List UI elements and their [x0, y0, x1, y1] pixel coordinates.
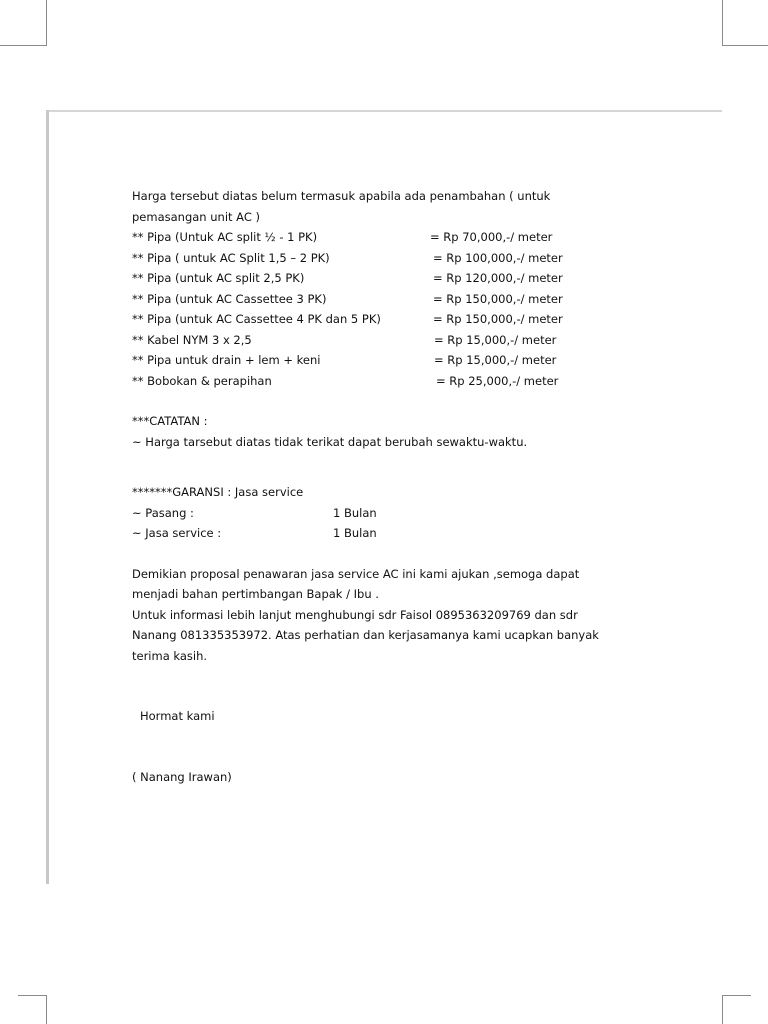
garansi-label: ~ Jasa service :: [132, 526, 222, 540]
price-row: [132, 289, 632, 310]
price-item: ** Pipa untuk drain + lem + keni: [132, 353, 321, 367]
page-top-edge: [48, 110, 722, 112]
price-row: [132, 371, 632, 392]
price-row: [132, 248, 632, 269]
price-row: [132, 268, 632, 289]
price-item: ** Pipa (untuk AC Cassettee 4 PK dan 5 PK): [132, 312, 381, 326]
price-item: ** Kabel NYM 3 x 2,5: [132, 332, 252, 347]
price-item: ** Pipa (untuk AC Cassettee 3 PK): [132, 291, 327, 306]
price-value: = Rp 150,000,-/ meter: [433, 312, 563, 326]
garansi-value: 1 Bulan: [333, 526, 377, 540]
price-item: ** Pipa (untuk AC split 2,5 PK): [132, 271, 305, 285]
intro-line: pemasangan unit AC ): [132, 209, 261, 224]
price-value: = Rp 25,000,-/ meter: [436, 373, 559, 388]
garansi-label: ~ Pasang :: [132, 505, 194, 520]
price-value: = Rp 100,000,-/ meter: [433, 250, 563, 265]
catatan-title: ***CATATAN :: [132, 414, 208, 428]
price-row: [132, 350, 632, 371]
price-item: ** Bobokan & perapihan: [132, 373, 272, 388]
garansi-row: [132, 523, 632, 544]
closing-line: terima kasih.: [132, 648, 208, 663]
garansi-row: [132, 503, 632, 524]
closing-line: Nanang 081335353972. Atas perhatian dan kerjasamanya kami ucapkan banyak: [132, 628, 599, 642]
catatan-text: ~ Harga tarsebut diatas tidak terikat dapat berubah sewaktu-waktu.: [132, 434, 528, 449]
price-value: = Rp 15,000,-/ meter: [434, 353, 557, 367]
document-body: [132, 186, 632, 787]
price-item: ** Pipa ( untuk AC Split 1,5 – 2 PK): [132, 250, 330, 265]
garansi-value: 1 Bulan: [333, 505, 377, 520]
intro-line: Harga tersebut diatas belum termasuk apabila ada penambahan ( untuk: [132, 189, 551, 203]
closing-line: menjadi bahan pertimbangan Bapak / Ibu .: [132, 587, 379, 601]
price-row: [132, 309, 632, 330]
price-item: ** Pipa (Untuk AC split ½ - 1 PK): [132, 230, 318, 244]
price-value: = Rp 120,000,-/ meter: [433, 271, 563, 285]
price-row: [132, 330, 632, 351]
price-value: = Rp 70,000,-/ meter: [430, 230, 553, 244]
price-value: = Rp 150,000,-/ meter: [433, 291, 563, 306]
closing-line: Untuk informasi lebih lanjut menghubungi sdr Faisol 0895363209769 dan sdr: [132, 607, 578, 622]
page-left-edge: [46, 110, 49, 884]
closing-line: Demikian proposal penawaran jasa service AC ini kami ajukan ,semoga dapat: [132, 566, 580, 581]
price-list: [132, 227, 632, 391]
signer-name: ( Nanang Irawan): [132, 769, 232, 784]
garansi-title: *******GARANSI : Jasa service: [132, 485, 304, 499]
price-value: = Rp 15,000,-/ meter: [434, 332, 557, 347]
signoff: Hormat kami: [140, 709, 215, 723]
price-row: [132, 227, 632, 248]
